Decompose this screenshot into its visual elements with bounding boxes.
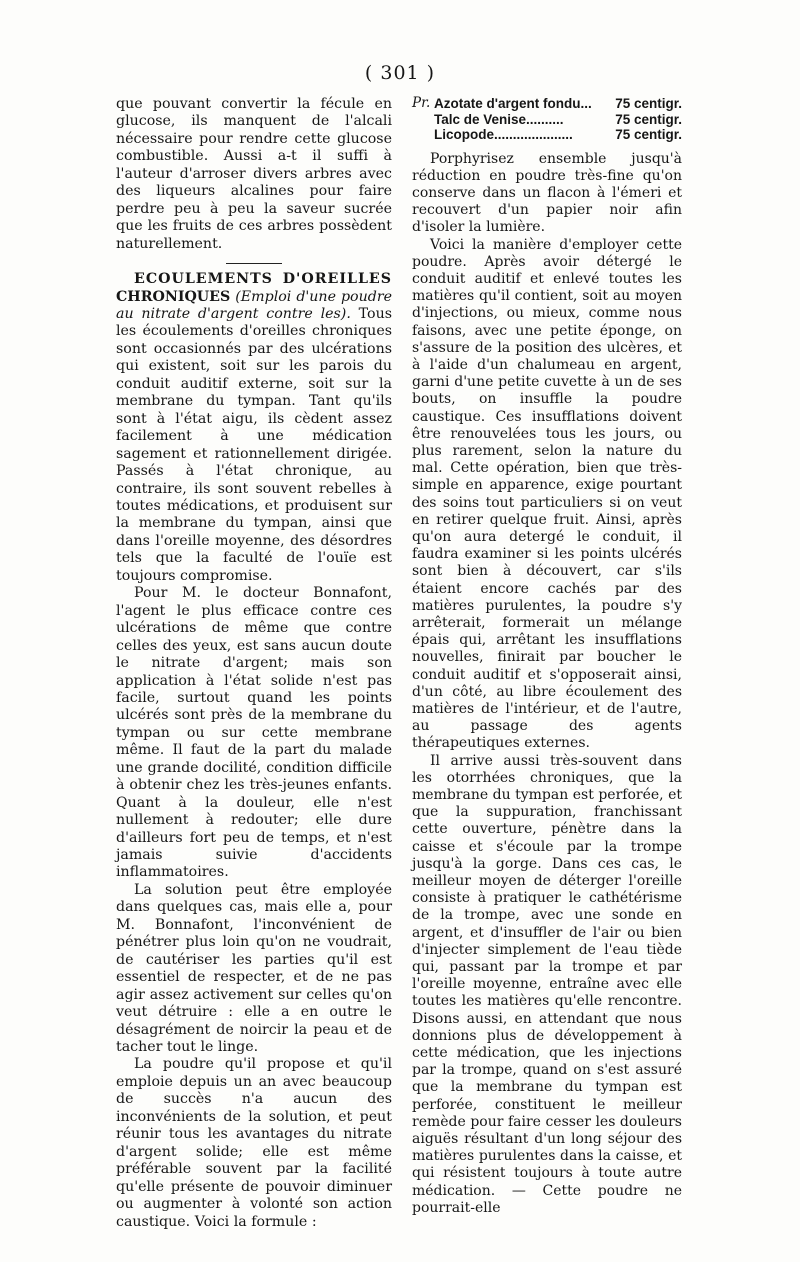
left-column — [116, 96, 392, 1231]
formula-quantity: 75 centigr. — [615, 111, 682, 127]
paragraph: Porphyrisez ensemble jusqu'à réduction en poudre très-fine qu'on conserve dans un flacon à l'émeri et recouvert d'un papier noir afin d'isoler la lumière. — [412, 150, 682, 236]
section-heading-sub: CHRONIQUES — [116, 288, 231, 305]
formula-prefix: Pr. — [412, 95, 431, 111]
formula-row — [412, 112, 682, 128]
paragraph: que pouvant convertir la fécule en glucose, ils manquent de l'alcali nécessaire pour rendre cette glucose combustible. Aussi a-t il suffi à l'auteur d'arroser divers arbres avec des liqueurs alcalines pour faire perdre peu à peu la saveur sucrée que les fruits de ces arbres possèdent naturellement. — [116, 96, 392, 252]
right-column — [412, 96, 682, 1217]
section-heading-italic: (Emploi d'une poudre au nitrate d'argent contre les). — [116, 288, 392, 322]
section-heading: ECOULEMENTS D'OREILLES — [134, 271, 392, 288]
formula-ingredient: Talc de Venise.......... — [434, 111, 564, 127]
formula-row — [412, 96, 682, 112]
formula-ingredient: Licopode..................... — [434, 127, 573, 142]
paragraph-text: Tous les écoulements d'oreilles chroniques sont occasionnés par des ulcérations qui existent, soit sur les parois du conduit auditif externe, soit sur la membrane du tympan. Tant qu'ils sont à l'état aigu, ils cèdent assez facilement à une médication sagement et rationnellement dirigée. Passés à l'état chronique, au contraire, ils sont souvent rebelles à toutes médications, et produisent sur la membrane du tympan, ainsi que dans l'oreille moyenne, des désordres tels que la faculté de l'ouïe est toujours compromise. — [116, 305, 392, 584]
page-number: ( 301 ) — [364, 62, 436, 84]
formula-quantity: 75 centigr. — [615, 96, 682, 111]
formula-row — [412, 127, 682, 143]
paragraph: La solution peut être employée dans quelques cas, mais elle a, pour M. Bonnafont, l'inconvénient de pénétrer plus loin qu'on ne voudrait, de cautériser les parties qu'il est essentiel de respecter, et de ne pas agir assez activement sur celles qu'on veut détruire : elle a en outre le désagrément de noircir la peau et de tacher tout le linge. — [116, 881, 392, 1056]
paragraph: Voici la manière d'employer cette poudre. Après avoir détergé le conduit auditif et enlevé toutes les matières qu'il contient, soit au moyen d'injections, ou mieux, comme nous faisons, avec une petite éponge, on s'assure de la position des ulcères, et à l'aide d'un chalumeau en argent, garni d'une petite cuvette à un de ses bouts, on insuffle la poudre caustique. Ces insufflations doivent être renouvelées tous les jours, ou plus rarement, selon la nature du mal. Cette opération, bien que très-simple en apparence, exige pourtant des soins tout particuliers si on veut en retirer quelque fruit. Ainsi, après qu'on aura detergé le conduit, il faudra examiner si les points ulcérés sont bien à découvert, car s'ils étaient encore cachés par des matières purulentes, la poudre s'y arrêterait, formerait un mélange épais qui, arrêtant les insufflations nouvelles, finirait par boucher le conduit auditif et s'opposerait ainsi, d'un côté, au libre écoulement des matières de l'intérieur, et de l'autre, au passage des agents thérapeutiques externes. — [412, 236, 682, 752]
section-paragraph — [116, 271, 392, 585]
formula-block — [412, 96, 682, 143]
formula-ingredient: Azotate d'argent fondu... — [434, 96, 592, 111]
paragraph: Il arrive aussi très-souvent dans les otorrhées chroniques, que la membrane du tympan est perforée, et que la suppuration, franchissant cette ouverture, pénètre dans la caisse et s'écoule par la trompe jusqu'à la gorge. Dans ces cas, le meilleur moyen de déterger l'oreille consiste à pratiquer le cathétérisme de la trompe, avec une sonde en argent, et d'insuffler de l'air ou bien d'injecter simplement de l'eau tiède qui, passant par la trompe et par l'oreille moyenne, entraîne avec elle toutes les matières qu'elle rencontre. Disons aussi, en attendant que nous donnions plus de développement à cette médication, que les injections par la trompe, quand on s'est assuré que la membrane du tympan est perforée, constituent le meilleur remède pour faire cesser les douleurs aiguës résultant d'un long séjour des matières purulentes dans la caisse, et qui résistent toujours à toute autre médication. — Cette poudre ne pourrait-elle — [412, 752, 682, 1216]
section-divider — [226, 263, 282, 264]
formula-quantity: 75 centigr. — [615, 127, 682, 142]
paragraph: La poudre qu'il propose et qu'il emploie depuis un an avec beaucoup de succès n'a aucun des inconvénients de la solution, et peut réunir tous les avantages du nitrate d'argent solide; elle est même préférable souvent par la facilité qu'elle présente de pouvoir diminuer ou augmenter à volonté son action caustique. Voici la formule : — [116, 1056, 392, 1230]
paragraph: Pour M. le docteur Bonnafont, l'agent le plus efficace contre ces ulcérations de même que contre celles des yeux, est sans aucun doute le nitrate d'argent; mais son application à l'état solide n'est pas facile, surtout quand les points ulcérés sont près de la membrane du tympan ou sur cette membrane même. Il faut de la part du malade une grande docilité, condition difficile à obtenir chez les très-jeunes enfants. Quant à la douleur, elle n'est nullement à redouter; elle dure d'ailleurs fort peu de temps, et n'est jamais suivie d'accidents inflammatoires. — [116, 585, 392, 881]
